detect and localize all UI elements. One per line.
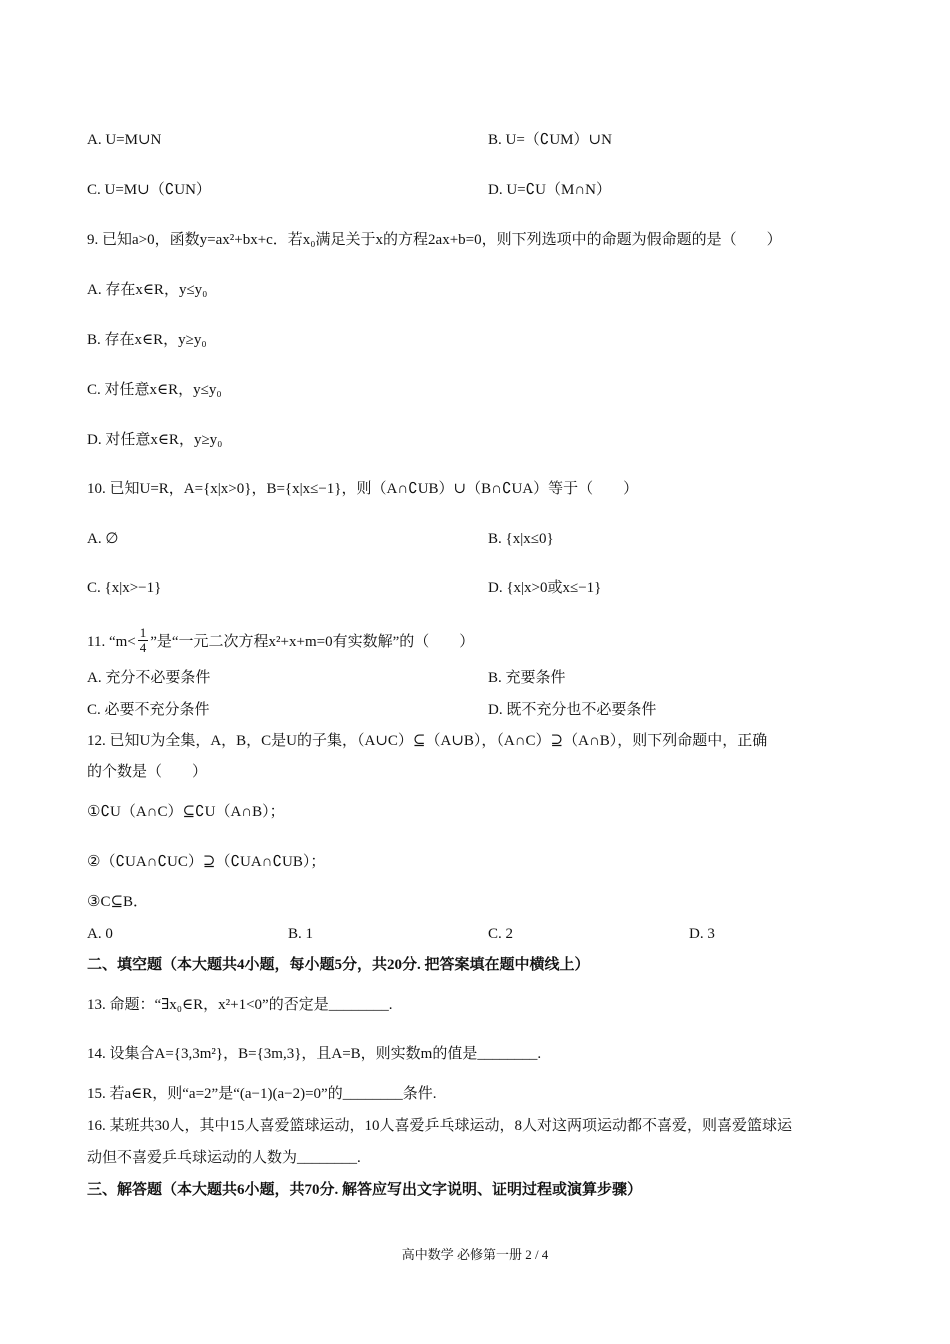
q9-stem: 9. 已知a>0，函数y=ax²+bx+c．若x₀满足关于x的方程2ax+b=0，则下列选项中的命题为假命题的是（ ） (87, 232, 782, 248)
q12-statement-2: ②（∁UA∩∁UC）⊇（∁UA∩∁UB）； (87, 854, 326, 870)
q9-option-a: A. 存在x∈R，y≤y₀ (87, 282, 208, 298)
q11-option-d: D. 既不充分也不必要条件 (488, 702, 657, 718)
page-footer: 高中数学 必修第一册 2 / 4 (401, 1247, 549, 1262)
q10-stem: 10. 已知U=R，A={x|x>0}，B={x|x≤−1}，则（A∩∁UB）∪（B∩∁UA）等于（ ） (87, 481, 639, 497)
q12-option-d: D. 3 (689, 926, 715, 942)
q16-line1: 16. 某班共30人，其中15人喜爱篮球运动，10人喜爱乒乓球运动，8人对这两项运动都不喜爱，则喜爱篮球运 (87, 1118, 793, 1134)
q11-stem (87, 625, 475, 657)
q13: 13. 命题：“∃x₀∈R，x²+1<0”的否定是________. (87, 997, 393, 1013)
q9-option-c: C. 对任意x∈R，y≤y₀ (87, 382, 222, 398)
q10-option-b: B. {x|x≤0} (488, 531, 554, 547)
q11-option-b: B. 充要条件 (488, 670, 566, 686)
q10-option-d: D. {x|x>0或x≤−1} (488, 580, 602, 596)
q8-option-a: A. U=M∪N (87, 132, 162, 148)
q11-option-c: C. 必要不充分条件 (87, 702, 210, 718)
section-2-heading: 二、填空题（本大题共4小题，每小题5分，共20分. 把答案填在题中横线上） (87, 957, 590, 973)
q8-option-b: B. U=（∁UM）∪N (488, 132, 612, 148)
q12-stem-line1: 12. 已知U为全集，A，B，C是U的子集，（A∪C）⊆（A∪B），（A∩C）⊇（A∩B），则下列命题中，正确 (87, 733, 768, 749)
q8-option-d: D. U=∁U（M∩N） (488, 182, 612, 198)
q11-fraction (138, 626, 149, 655)
q10-option-a: A. ∅ (87, 531, 119, 547)
q12-option-b: B. 1 (288, 926, 314, 942)
q11-fraction-denominator: 4 (139, 640, 147, 655)
q8-option-c: C. U=M∪（∁UN） (87, 182, 211, 198)
q10-option-c: C. {x|x>−1} (87, 580, 162, 596)
q11-stem-post: ”是“一元二次方程x²+x+m=0有实数解”的（ ） (150, 633, 475, 650)
section-3-heading: 三、解答题（本大题共6小题，共70分. 解答应写出文字说明、证明过程或演算步骤） (87, 1182, 643, 1198)
q16-line2: 动但不喜爱乒乓球运动的人数为________. (87, 1150, 361, 1166)
q12-statement-1: ①∁U（A∩C）⊆∁U（A∩B）； (87, 804, 285, 820)
q12-option-a: A. 0 (87, 926, 113, 942)
q15: 15. 若a∈R，则“a=2”是“(a−1)(a−2)=0”的________条件. (87, 1086, 437, 1102)
q11-stem-pre: 11. “m< (87, 633, 136, 650)
q11-fraction-numerator: 1 (139, 625, 147, 640)
q12-statement-3: ③C⊆B． (87, 894, 149, 910)
q9-option-b: B. 存在x∈R，y≥y₀ (87, 332, 207, 348)
q12-stem-line2: 的个数是（ ） (87, 764, 208, 780)
q14: 14. 设集合A={3,3m²}，B={3m,3}，且A=B，则实数m的值是________. (87, 1046, 542, 1062)
q12-option-c: C. 2 (488, 926, 514, 942)
q11-option-a: A. 充分不必要条件 (87, 670, 211, 686)
q9-option-d: D. 对任意x∈R，y≥y₀ (87, 432, 223, 448)
